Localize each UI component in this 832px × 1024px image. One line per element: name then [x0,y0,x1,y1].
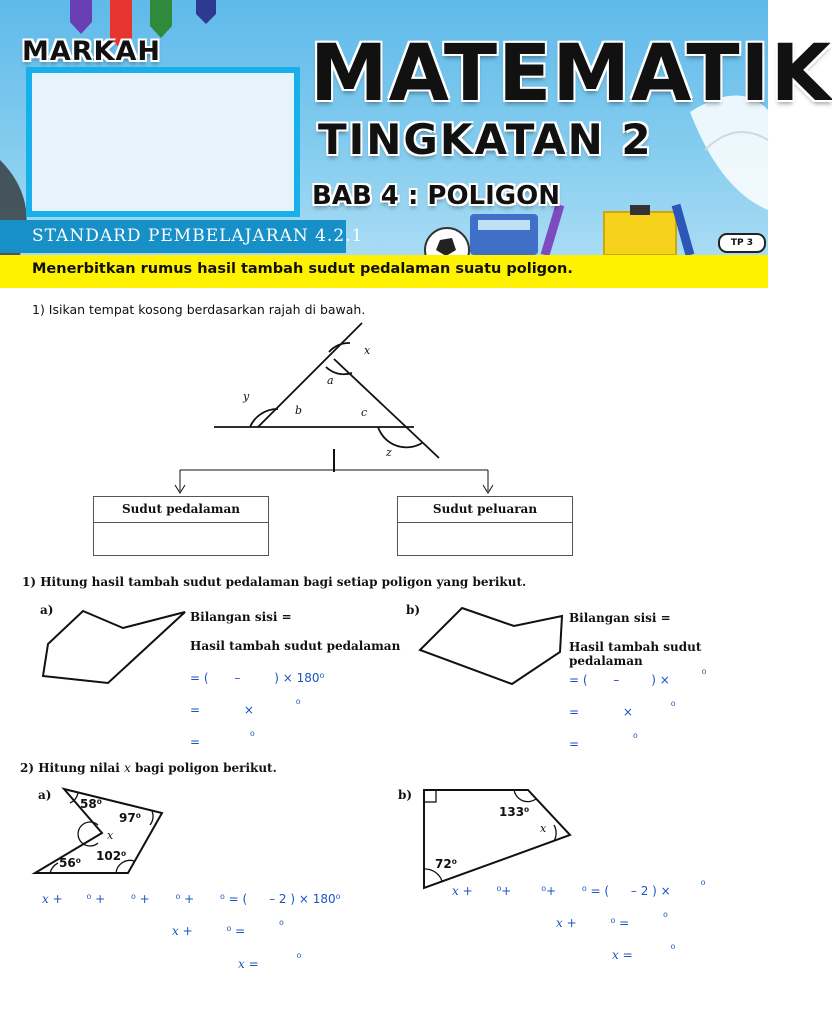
markah-label: MARKAH [22,36,161,67]
sides-count-b: Bilangan sisi = [569,611,671,625]
formula-text: ⁰ + [175,892,195,906]
page-subtitle: TINGKATAN 2 [318,115,653,164]
angle-102: 102⁰ [96,849,127,863]
formula-text: × [622,705,633,719]
formula-text: ⁰ [632,731,638,745]
equation-2b-line2 [556,910,668,930]
interior-angle-answer[interactable] [94,523,268,556]
pencil-icon [545,205,560,255]
sides-count-a: Bilangan sisi = [190,610,292,624]
formula-text: ⁰+ [541,884,557,898]
formula-text: = [569,737,580,751]
equation-2a-line2 [172,918,284,938]
pencil-icon [676,205,690,255]
page-title: MATEMATIK [310,29,832,119]
question-2-prefix: 2) Hitung nilai [20,761,120,775]
notebook-shape [604,212,676,255]
polygon-1a [40,606,190,686]
question-1a-label: a) [40,603,54,617]
question-2 [20,761,277,775]
formula-text: + [566,916,577,930]
formula-text: ⁰+ [496,884,512,898]
question-2-var: x [124,761,131,775]
question-2a-label: a) [38,788,52,802]
label-b: b [295,404,303,417]
question-1b-label: b) [406,603,421,617]
formula-text: + [52,892,63,906]
label-a: a [327,374,334,387]
polygon-2b [418,785,578,895]
formula-text: ) × 180⁰ [274,671,325,685]
equation-2a-line3 [238,951,302,971]
formula-text: + [462,884,473,898]
polygon-1b [416,604,566,688]
formula-text: ⁰ [279,918,284,932]
formula-text: – [234,671,241,685]
formula-text: x [172,924,179,938]
angle-x-2b: x [540,822,547,835]
pencil-icon [70,0,92,34]
formula-1a-line1 [190,671,324,685]
formula-text: – 2 ) × 180⁰ [269,892,341,906]
angle-x-2a: x [107,829,114,842]
formula-text: ⁰ [296,951,302,965]
angle-97: 97⁰ [119,811,141,825]
formula-text: = [569,705,580,719]
formula-text: x [556,916,563,930]
formula-text: = ( [190,671,209,685]
formula-text: – 2 ) × [630,884,671,898]
standard-label: STANDARD PEMBELAJARAN 4.2.1 [32,226,364,246]
exterior-angle-box [397,496,573,556]
formula-text: ⁰ = ( [220,892,248,906]
formula-text: = ( [569,673,588,687]
label-z: z [386,446,392,459]
formula-text: x [452,884,459,898]
tp-badge: TP 3 [718,233,766,253]
angle-58: 58⁰ [80,797,102,811]
equation-2b-line3 [612,942,676,962]
equation-2a-line1 [42,892,340,906]
angle-56: 56⁰ [59,856,81,870]
chapter-title: BAB 4 : POLIGON [312,181,561,211]
formula-text: ⁰ = [610,916,630,930]
formula-text: ⁰ [670,699,676,713]
interior-angle-label: Sudut pedalaman [94,497,268,523]
sum-interior-a: Hasil tambah sudut pedalaman [190,639,401,653]
formula-1a-line2 [190,697,301,717]
formula-text: ⁰ [701,667,707,681]
formula-text: ⁰ [670,942,676,956]
label-c: c [361,406,368,419]
formula-1b-line1 [569,667,707,687]
instruction-text: 1) Isikan tempat kosong berdasarkan rajah di bawah. [32,302,366,317]
formula-text: x [238,957,245,971]
exterior-angle-label: Sudut peluaran [398,497,572,523]
sum-interior-b: Hasil tambah sudut pedalaman [569,640,702,668]
formula-text: ⁰ [249,729,255,743]
equation-2b-line1 [452,878,706,898]
formula-text: ⁰ [663,910,668,924]
formula-text: ⁰ + [131,892,150,906]
formula-1a-line3 [190,729,255,749]
label-y: y [243,390,250,403]
score-box[interactable] [26,67,300,217]
formula-text: ⁰ = ( [581,884,610,898]
interior-angle-box [93,496,269,556]
question-1: 1) Hitung hasil tambah sudut pedalaman bagi setiap poligon yang berikut. [22,575,527,589]
pencil-icon [196,0,216,24]
formula-text: ⁰ [295,697,301,711]
angle-133: 133⁰ [499,805,530,819]
exterior-angle-answer[interactable] [398,523,572,556]
formula-1b-line3 [569,731,638,751]
formula-text: ⁰ + [86,892,106,906]
pencil-icon [150,0,172,38]
angle-72: 72⁰ [435,857,457,871]
formula-text: = [622,948,633,962]
question-2-suffix: bagi poligon berikut. [135,761,277,775]
formula-text: = [190,735,201,749]
question-2b-label: b) [398,788,413,802]
formula-text: = [190,703,201,717]
formula-1b-line2 [569,699,676,719]
formula-text: = [248,957,259,971]
label-x: x [364,344,371,357]
formula-text: – [613,673,620,687]
objective-text: Menerbitkan rumus hasil tambah sudut pedalaman suatu poligon. [32,261,573,277]
formula-text: ⁰ [700,878,706,892]
formula-text: x [42,892,49,906]
formula-text: + [182,924,193,938]
formula-text: × [243,703,254,717]
formula-text: ⁰ = [226,924,246,938]
formula-text: ) × [651,673,670,687]
formula-text: x [612,948,619,962]
